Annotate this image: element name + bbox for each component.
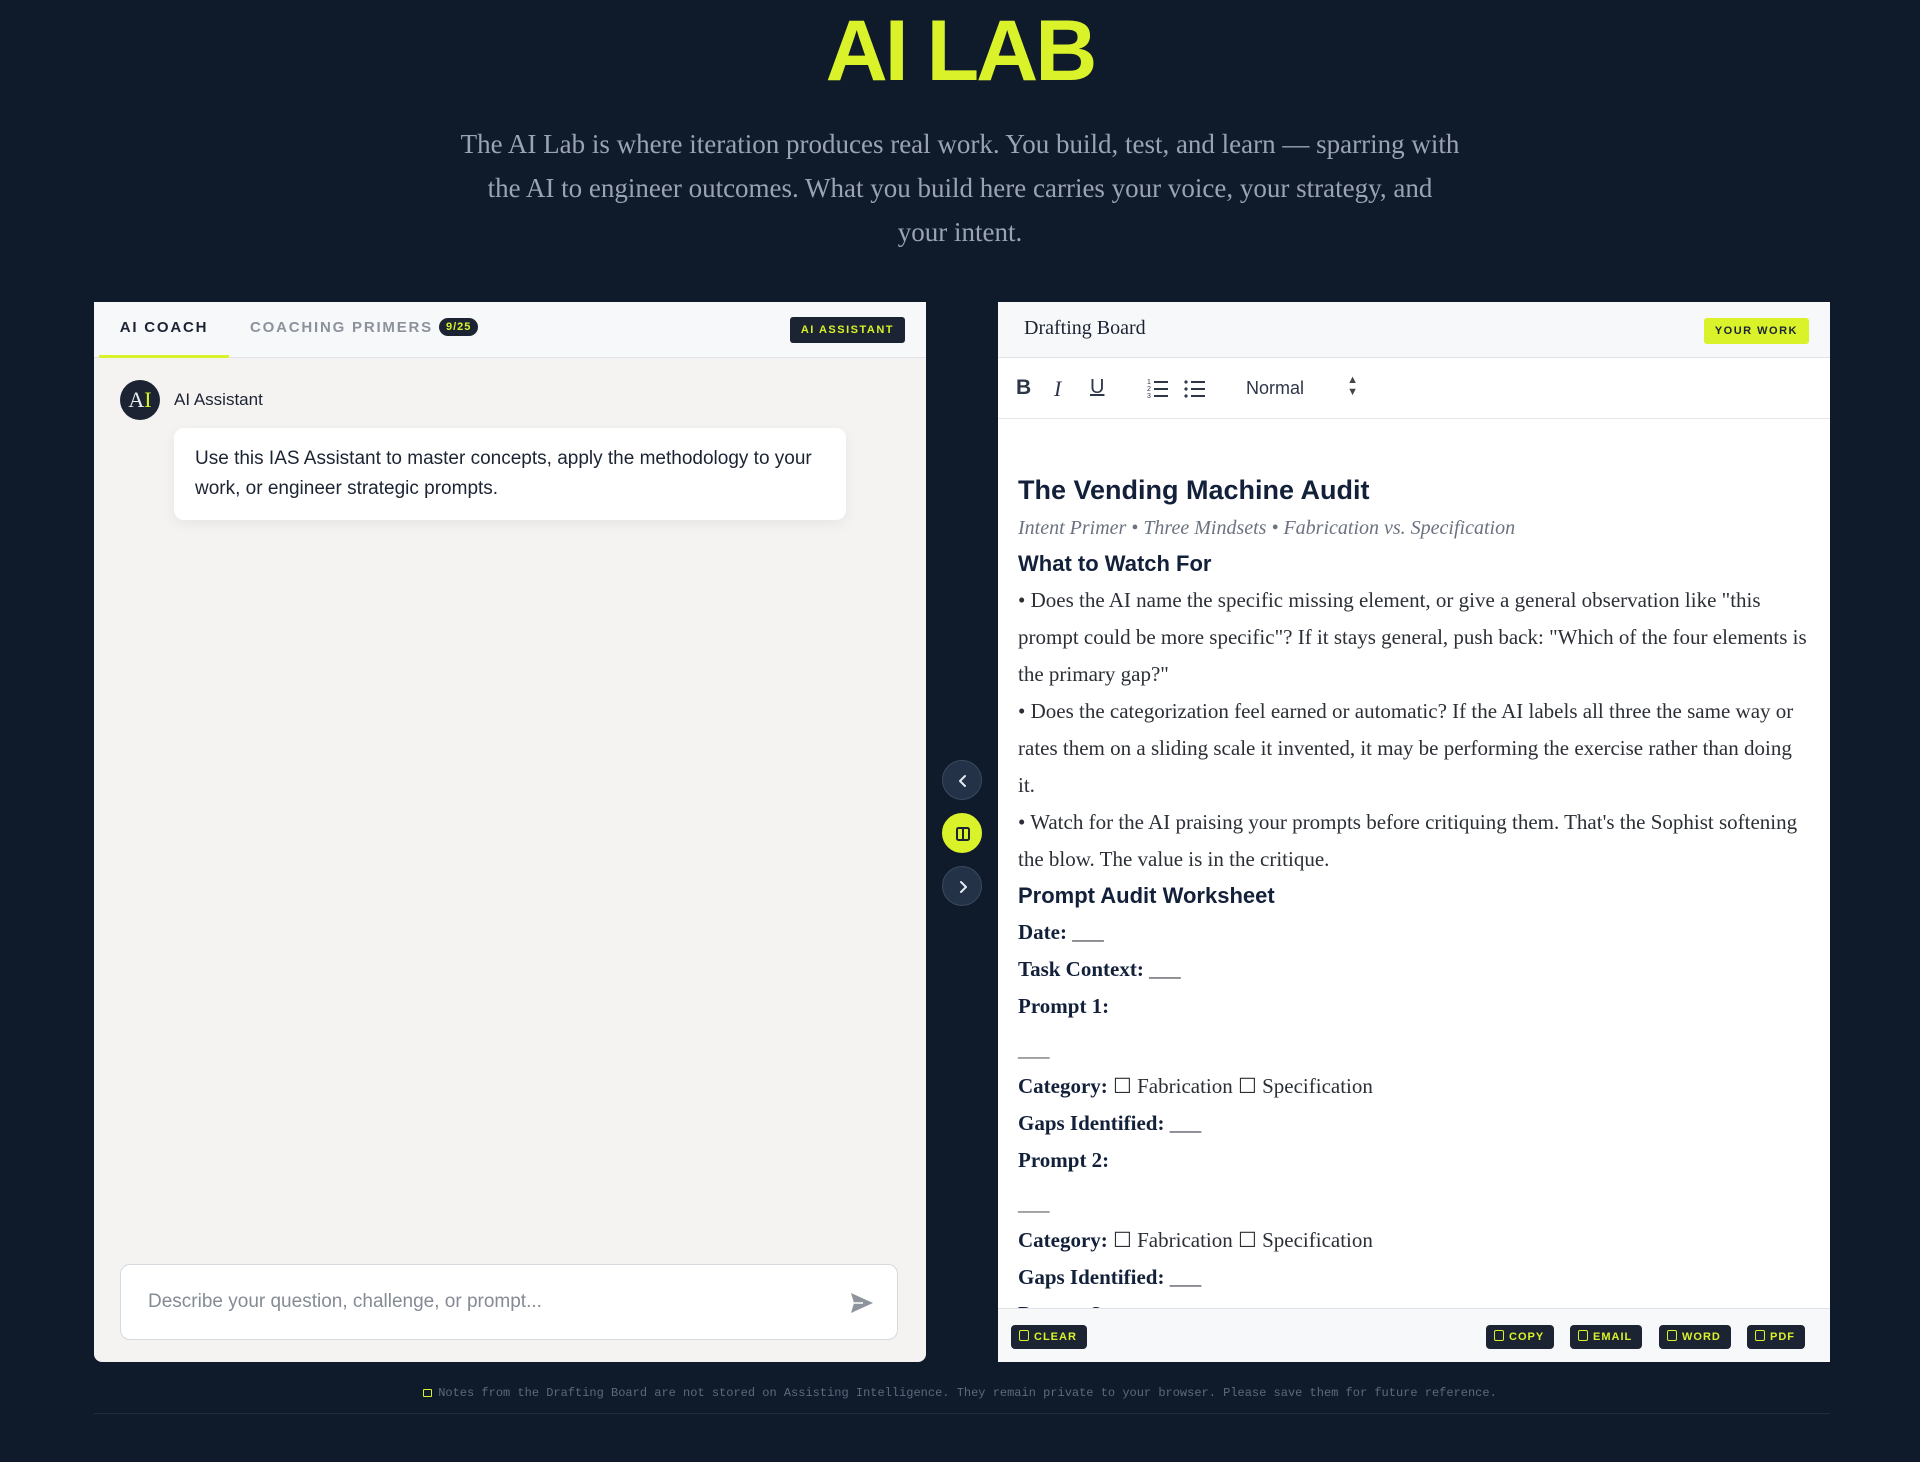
document-heading: The Vending Machine Audit [1018,475,1370,505]
page-subtitle: The AI Lab is where iteration produces real work. You build, test, and learn — sparring with the AI to engineer outcomes. What you build here carries your voice, your strategy, and your intent. [460,129,1460,247]
email-button[interactable] [1570,1325,1642,1349]
word-label: WORD [1682,1331,1721,1343]
split-view-button[interactable] [942,813,982,853]
prompt2-value: ___ [1018,1191,1050,1215]
category-field [1018,1222,1810,1259]
ordered-list-button[interactable] [1146,376,1170,400]
underline-button[interactable]: U [1090,376,1105,398]
document-meta: Intent Primer • Three Mindsets • Fabrication vs. Specification [1018,517,1516,539]
tab-coaching-primers-label: COACHING PRIMERS [250,319,433,336]
italic-button[interactable]: I [1054,376,1062,401]
file-icon [1755,1330,1765,1341]
collapse-right-button[interactable] [942,866,982,906]
chevron-left-icon [954,772,972,790]
prompt1-label: Prompt 1: [1018,994,1110,1018]
bold-button[interactable]: B [1016,376,1032,399]
context-field [1018,951,1810,988]
email-label: EMAIL [1593,1331,1633,1343]
copy-button[interactable] [1486,1325,1554,1349]
file-icon [1667,1330,1677,1341]
assistant-message: Use this IAS Assistant to master concepts, apply the methodology to your work, or engineer strategic prompts. [174,428,846,520]
primers-count-badge: 9/25 [439,318,478,336]
date-value: ___ [1072,920,1104,944]
gaps-label: Gaps Identified: [1018,1265,1165,1289]
copy-icon [1494,1330,1504,1341]
drafting-board-header [998,302,1830,358]
pdf-button[interactable] [1747,1325,1805,1349]
ordered-list-icon [1146,376,1170,400]
drafting-footer-bar [998,1308,1830,1362]
context-value: ___ [1149,957,1181,981]
date-field [1018,914,1810,951]
context-label: Task Context: [1018,957,1144,981]
copy-label: COPY [1509,1331,1545,1343]
category-label: Category: [1018,1074,1108,1098]
tab-coaching-primers[interactable] [250,302,478,358]
drafting-board-panel [998,302,1830,1362]
clear-button[interactable] [1011,1325,1087,1349]
trash-icon [1019,1330,1029,1341]
gaps-label: Gaps Identified: [1018,1111,1165,1135]
prompt2-label: Prompt 2: [1018,1148,1110,1172]
your-work-badge: YOUR WORK [1704,318,1809,344]
category-value: ☐ Fabrication ☐ Specification [1113,1074,1373,1098]
collapse-left-button[interactable] [942,760,982,800]
svg-text:1: 1 [1147,379,1151,386]
message-sender: AI Assistant [174,390,263,409]
svg-text:3: 3 [1147,393,1151,400]
category-value: ☐ Fabrication ☐ Specification [1113,1228,1373,1252]
chevron-right-icon [954,878,972,896]
chat-input-container [120,1264,898,1340]
svg-text:2: 2 [1147,386,1151,393]
chat-area [94,358,926,1362]
gaps-value: ___ [1169,1265,1202,1289]
privacy-note [0,1386,1920,1400]
prompt2-field [1018,1142,1810,1179]
gaps-field [1018,1105,1810,1142]
format-select[interactable] [1246,374,1358,402]
clear-label: CLEAR [1034,1331,1077,1343]
pdf-label: PDF [1770,1331,1795,1343]
send-button[interactable] [849,1291,875,1315]
drafting-board-title: Drafting Board [1024,317,1146,339]
columns-icon [954,825,972,843]
gaps-field [1018,1259,1810,1296]
prompt1-field [1018,988,1810,1025]
tab-ai-coach[interactable] [99,302,229,358]
footer-divider [94,1413,1830,1414]
send-icon [849,1291,875,1315]
ai-assistant-badge: AI ASSISTANT [790,317,905,343]
word-button[interactable] [1659,1325,1731,1349]
lock-icon [423,1389,432,1397]
watch-bullet: • Watch for the AI praising your prompts before critiquing them. That's the Sophist softening the blow. The value is in the critique. [1018,810,1798,871]
date-label: Date: [1018,920,1067,944]
assistant-avatar: AI [120,380,160,420]
watch-bullet: • Does the categorization feel earned or automatic? If the AI labels all three the same way or rates them on a sliding scale it invented, it may be performing the exercise rather than doing it. [1018,699,1794,797]
section-title-worksheet: Prompt Audit Worksheet [1018,883,1275,908]
select-arrows-icon: ▲ ▼ [1347,374,1358,398]
bullet-list-button[interactable] [1183,376,1207,400]
section-title-watch: What to Watch For [1018,551,1212,576]
gaps-value: ___ [1169,1111,1202,1135]
coach-tabbar [94,302,926,358]
page-title: AI LAB [825,3,1095,99]
prompt1-value: ___ [1018,1037,1050,1061]
ai-coach-panel [94,302,926,1362]
category-field [1018,1068,1810,1105]
format-select-value: Normal [1246,378,1305,398]
category-label: Category: [1018,1228,1108,1252]
watch-bullet: • Does the AI name the specific missing element, or give a general observation like "this prompt could be more specific"? If it stays general, push back: "Which of the four elements is the primary gap?" [1018,588,1807,686]
bullet-list-icon [1183,376,1207,400]
mail-icon [1578,1330,1588,1341]
tab-ai-coach-label: AI COACH [119,319,209,336]
document-editor[interactable] [998,420,1830,1310]
chat-input[interactable] [121,1265,821,1339]
editor-toolbar [998,358,1830,419]
privacy-note-text: Notes from the Drafting Board are not stored on Assisting Intelligence. They remain private to your browser. Please save them for future reference. [438,1386,1497,1400]
